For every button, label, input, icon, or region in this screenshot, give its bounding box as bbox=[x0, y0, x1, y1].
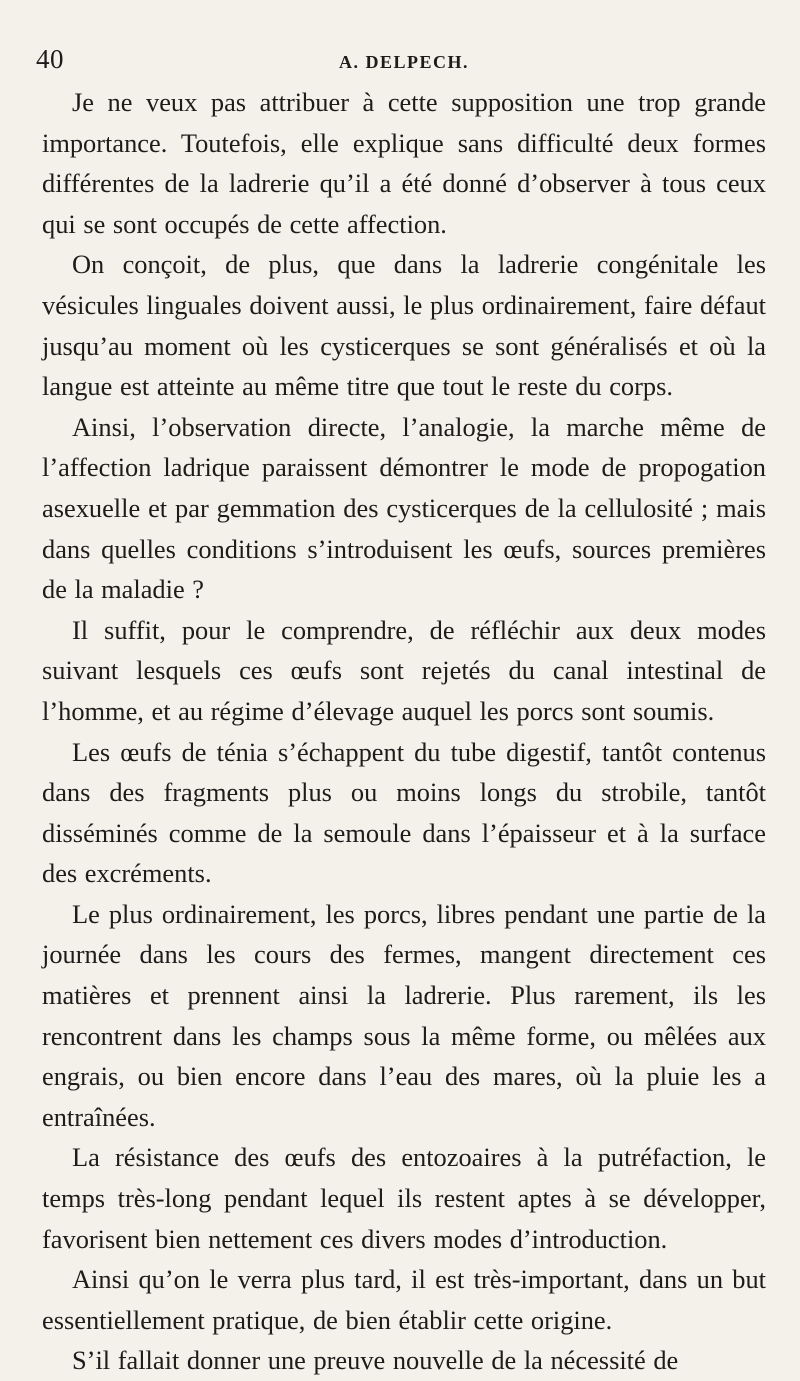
page-header bbox=[36, 44, 766, 82]
paragraph-7: La résistance des œufs des entozoaires à la putréfaction, le temps très-long pendant lequel ils restent aptes à se développer, favorisent bien nettement ces divers modes d’introduction. bbox=[42, 1142, 766, 1254]
paragraph-2: On conçoit, de plus, que dans la ladrerie congénitale les vésicules linguales doivent aussi, le plus ordinairement, faire défaut jusqu’au moment où les cysticerques se sont généralisés et où la langue est atteinte au même titre que tout le reste du corps. bbox=[42, 249, 766, 402]
paragraph-8: Ainsi qu’on le verra plus tard, il est très-important, dans un but essentiellement pratique, de bien établir cette origine. bbox=[42, 1264, 766, 1335]
paragraph-3: Ainsi, l’observation directe, l’analogie, la marche même de l’affection ladrique paraissent démontrer le mode de propogation asexuelle et par gemmation des cysticerques de la cellulosité ; mais dans quelles conditions s’introduisent les œufs, sources premières de la maladie ? bbox=[42, 411, 766, 605]
paragraph-9: S’il fallait donner une preuve nouvelle de la nécessité de bbox=[72, 1345, 679, 1376]
paragraph-1: Je ne veux pas attribuer à cette supposition une trop grande importance. Toutefois, elle explique sans difficulté deux formes différentes de la ladrerie qu’il a été donné d’observer à tous ceux qui se sont occupés de cette affection. bbox=[42, 87, 766, 239]
body-text bbox=[42, 82, 766, 1381]
paragraph-5: Les œufs de ténia s’échappent du tube digestif, tantôt contenus dans des fragments plus ou moins longs du strobile, tantôt disséminés comme de la semoule dans l’épaisseur et à la surface des excréments. bbox=[42, 736, 766, 889]
paragraph-4: Il suffit, pour le comprendre, de réfléchir aux deux modes suivant lesquels ces œufs sont rejetés du canal intestinal de l’homme, et au régime d’élevage auquel les porcs sont soumis. bbox=[42, 614, 766, 726]
paragraph-6: Le plus ordinairement, les porcs, libres pendant une partie de la journée dans les cours des fermes, mangent directement ces matières et prennent ainsi la ladrerie. Plus rarement, ils les rencontrent dans les champs sous la même forme, ou mêlées aux engrais, ou bien encore dans l’eau des mares, où la pluie les a entraînées. bbox=[42, 898, 766, 1132]
page-number: 40 bbox=[36, 44, 64, 74]
running-title: A. DELPECH. bbox=[338, 52, 469, 72]
